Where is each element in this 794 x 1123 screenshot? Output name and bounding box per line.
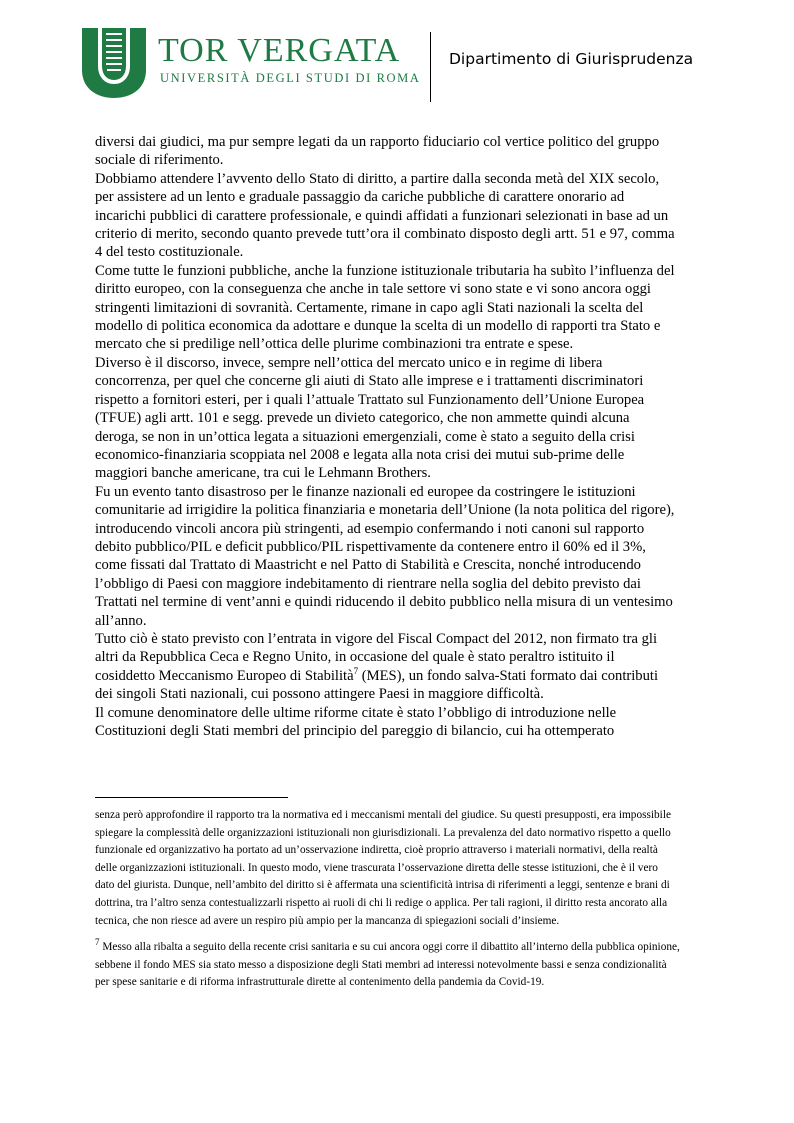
footnote-ref-7[interactable]: 7 xyxy=(353,665,359,676)
tor-vergata-shield-logo-icon xyxy=(80,26,148,100)
brand-name: TOR VERGATA xyxy=(158,32,401,69)
department-name: Dipartimento di Giurisprudenza xyxy=(449,50,694,68)
footnote-text: Messo alla ribalta a seguito della recente crisi sanitaria e su cui ancora oggi corre il dibattito all’interno della pubblica opinione, sebbene il fondo MES sia stato messo a disposizione degli Stati membri ad interessi notevolmente bassi e senza condizionalità per spese sanitarie e di riforma infrastrutturale dirette al contenimento della pandemia da Covid-19. xyxy=(95,941,680,989)
footnotes xyxy=(95,807,680,992)
paragraph-text: (MES), un fondo salva-Stati formato dai contributi dei singoli Stati nazionali, cui possono attingere Paesi in maggiore difficoltà. xyxy=(95,667,659,703)
paragraph: Il comune denominatore delle ultime riforme citate è stato l’obbligo di introduzione nelle Costituzioni degli Stati membri del principio del pareggio di bilancio, cui ha ottemperato xyxy=(95,704,617,739)
footnote-number: 7 xyxy=(95,937,100,948)
paragraph xyxy=(95,630,675,704)
header-divider xyxy=(430,32,431,102)
paragraph-text: Tutto ciò è stato previsto con l’entrata in vigore del Fiscal Compact del 2012, non firmato tra gli altri da Repubblica Ceca e Regno Unito, in occasione del quale è stato peraltro istituito il cosiddetto Meccanismo Europeo di Stabilità xyxy=(95,630,658,684)
footnote-7 xyxy=(95,939,680,992)
footnote-continued: senza però approfondire il rapporto tra la normativa ed i meccanismi mentali del giudice. Su questi presupposti, era impossibile spiegare la complessità delle organizzazioni istituzionali non giurisdizionali. La prevalenza del dato normativo rispetto a quello funzionale ed organizzativo ha portato ad un’osservazione indiretta, cioè proprio attraverso i materiali normativi, della realtà delle organizzazioni istituzionali. In questo modo, viene trascurata l’osservazione diretta delle stesse istituzioni, che è il vero dato del giurista. Dunque, nell’ambito del diritto si è affermata una scientificità intrisa di riferimenti a leggi, sentenze e brani di dottrina, tra l’altro senza contestualizzarli rispetto ai ruoli di chi li redige o applica. Per tali ragioni, il diritto resta ancorato alla tecnica, che non riesce ad avere un respiro più ampio per la mancanza di spiegazioni sociali d’insieme. xyxy=(95,809,671,927)
footnote-separator xyxy=(95,797,288,798)
paragraph: Fu un evento tanto disastroso per le finanze nazionali ed europee da costringere le istituzioni comunitarie ad irrigidire la politica finanziaria e monetaria dell’Unione (la nota politica del rigore), introducendo vincoli ancora più stringenti, ad esempio confermando i noti canoni sul rapporto debito pubblico/PIL e deficit pubblico/PIL rispettivamente da contenere entro il 60% ed il 3%, come fissati dal Trattato di Maastricht e nel Patto di Stabilità e Crescita, nonché introducendo l’obbligo di Paesi con maggiore indebitamento di rientrare nella soglia del debito previsto dai Trattati nel termine di vent’anni e quindi riducendo il debito pubblico nella misura di un ventesimo all’anno. xyxy=(95,483,675,629)
paragraph: diversi dai giudici, ma pur sempre legati da un rapporto fiduciario col vertice politico del gruppo sociale di riferimento. xyxy=(95,134,660,169)
body-text xyxy=(95,133,675,740)
page-header xyxy=(0,0,794,110)
brand-subtitle: UNIVERSITÀ DEGLI STUDI DI ROMA xyxy=(160,71,421,85)
paragraph: Come tutte le funzioni pubbliche, anche la funzione istituzionale tributaria ha subìto l’influenza del diritto europeo, con la conseguenza che anche in tale settore vi sono state e vi sono ancora oggi stringenti limitazioni di sovranità. Certamente, rimane in capo agli Stati nazionali la scelta del modello di politica economica da adottare e dunque la scelta di un modello di rapporti tra Stato e mercato che si predilige nell’ottica delle plurime combinazioni tra entrate e spese. xyxy=(95,262,675,353)
paragraph: Diverso è il discorso, invece, sempre nell’ottica del mercato unico e in regime di libera concorrenza, per quel che concerne gli aiuti di Stato alle imprese e i trattamenti discriminatori rispetto a fornitori esteri, per i quali l’attuale Trattato sul Funzionamento dell’Unione Europea (TFUE) agli artt. 101 e segg. prevede un divieto categorico, che non ammette quindi alcuna deroga, se non in un’ottica legata a situazioni emergenziali, come è stato a seguito della crisi economico-finanziaria scoppiata nel 2008 e legata alla nota crisi dei mutui sub-prime delle maggiori banche americane, tra cui le Lehmann Brothers. xyxy=(95,354,645,482)
paragraph: Dobbiamo attendere l’avvento dello Stato di diritto, a partire dalla seconda metà del XIX secolo, per assistere ad un lento e graduale passaggio da cariche pubbliche di carattere onorario ad incarichi pubblici di carattere professionale, e quindi affidati a funzionari selezionati in base ad un criterio di merito, secondo quanto prevede tutt’ora il combinato disposto degli artt. 51 e 97, comma 4 del testo costituzionale. xyxy=(95,170,675,261)
